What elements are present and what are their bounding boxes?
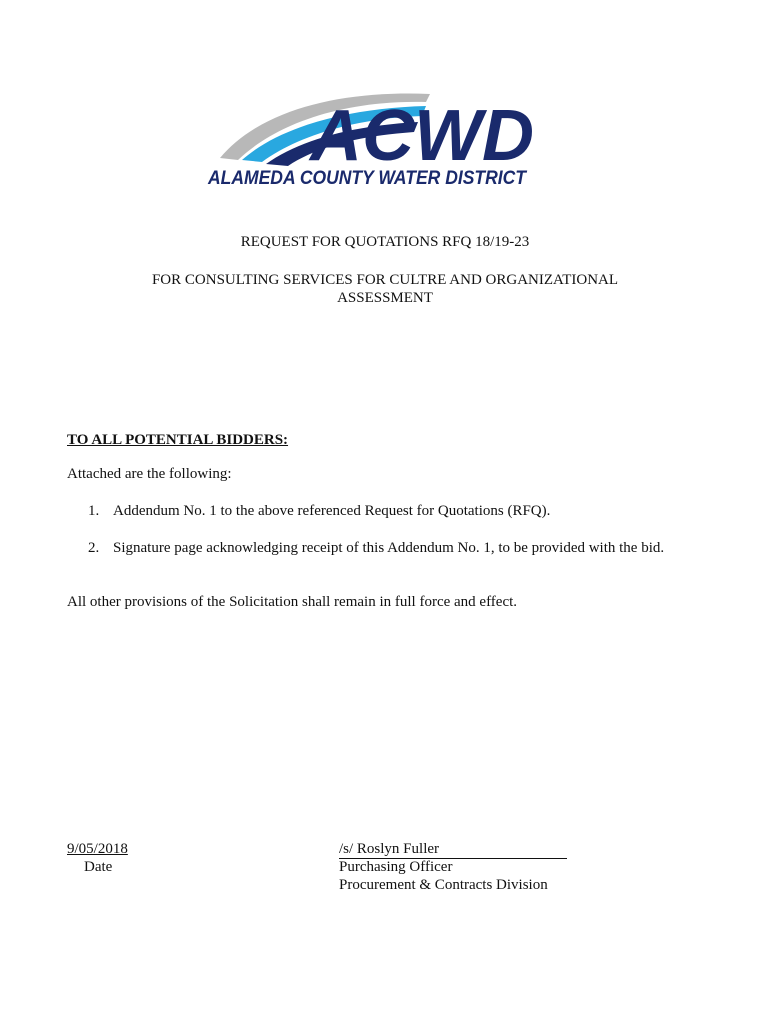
acwd-logo [200,80,570,190]
closing-statement: All other provisions of the Solicitation shall remain in full force and effect. [67,594,518,610]
list-item [88,540,664,557]
list-item-text: Signature page acknowledging receipt of this Addendum No. 1, to be provided with the bid. [113,540,665,556]
list-item-text: Addendum No. 1 to the above referenced Request for Quotations (RFQ). [113,503,551,519]
list-item-number: 2. [88,540,100,556]
rfq-title: REQUEST FOR QUOTATIONS RFQ 18/19-23 [240,234,530,250]
rfq-subtitle: FOR CONSULTING SERVICES FOR CULTRE AND ORGANIZATIONAL ASSESSMENT [151,272,619,306]
signature-line: /s/ Roslyn Fuller [339,841,567,859]
bidders-heading: TO ALL POTENTIAL BIDDERS: [67,432,289,448]
acwd-full-name: ALAMEDA COUNTY WATER DISTRICT [207,168,528,189]
signer-title: Purchasing Officer [339,859,453,875]
list-item-number: 1. [88,503,100,519]
acwd-acronym: ACWD [310,96,534,176]
intro-text: Attached are the following: [67,466,232,482]
list-item [88,503,550,520]
signer-division: Procurement & Contracts Division [339,877,548,893]
date-label: Date [84,859,113,875]
acwd-logo-graphic [200,80,570,190]
date-value: 9/05/2018 [67,841,128,857]
